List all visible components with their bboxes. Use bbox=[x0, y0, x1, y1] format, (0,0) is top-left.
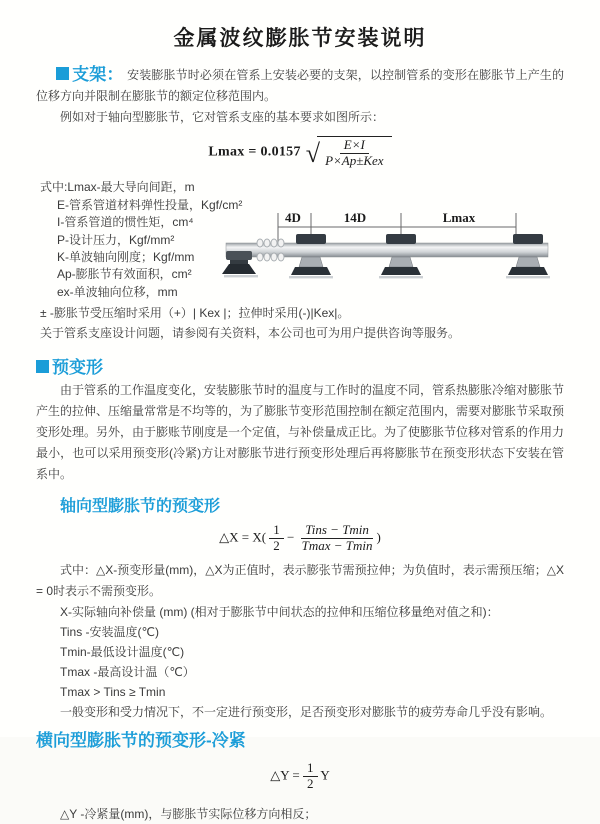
lmax-formula-radicand bbox=[317, 136, 392, 169]
axial-formula-close-paren: ) bbox=[376, 529, 381, 545]
definition-row: 式中:Lmax-最大导向间距，m bbox=[40, 180, 195, 195]
section-bullet-icon bbox=[36, 360, 49, 373]
axial-formula-half-fraction: $\frac{1}{2}$ bbox=[269, 523, 284, 554]
lateral-formula-half-fraction: $\frac{1}{2}$ bbox=[303, 761, 318, 792]
lateral-coldspring-formula bbox=[36, 761, 564, 792]
support-example-text: 例如对于轴向型膨胀节，它对管系支座的基本要求如图所示： bbox=[60, 110, 385, 124]
axial-item: Tmax > Tins ≥ Tmin bbox=[60, 685, 166, 700]
lmax-formula-numerator: E×I bbox=[340, 138, 369, 154]
definition-row: I-管系管道的惯性矩，cm⁴ bbox=[57, 215, 194, 230]
definition-row: K-单波轴向刚度；Kgf/mm bbox=[57, 250, 195, 265]
lateral-subsection-heading: 横向型膨胀节的预变形-冷紧 bbox=[36, 731, 246, 751]
section-bullet-icon bbox=[56, 67, 69, 80]
definition-row: ex-单波轴向位移，mm bbox=[57, 284, 178, 299]
preform-paragraph: 由于管系的工作温度变化，安装膨胀节时的温度与工作时的温度不同，管系热膨胀冷缩对膨胀节产生的拉伸、压缩量常常是不均等的，为了膨胀节变形范围控制在额定范围内，需要对膨胀节采取预变形处理。另外，由于膨账节刚度是一个定值，与补偿量成正比。为了使膨胀节位移对管系的作用力最小，也可以采用预变形(冷紧)方让对膨胀节进行预变形处理后再将膨胀节在预变形状态下安装在管系中。 bbox=[36, 383, 565, 482]
support-intro-paragraph bbox=[36, 64, 564, 107]
lmax-formula bbox=[36, 136, 564, 169]
axial-item: Tins -安装温度(℃) bbox=[60, 625, 160, 640]
support-section-heading: 支架： bbox=[72, 65, 124, 84]
definition-row: ± -膨胀节受压缩时采用（+）| Kex |；拉伸时采用(-)|Kex|。 bbox=[40, 306, 350, 321]
axial-item: X-实际轴向补偿量 (mm) (相对于膨胀节中间状态的拉伸和压缩位移量绝对值之和)： bbox=[60, 605, 499, 620]
definition-row: P-设计压力，Kgf/mm² bbox=[57, 232, 175, 247]
axial-formula-explanation: 式中：△X-预变形量(mm)，△X为正值时，表示膨张节需预拉伸；为负值时，表示需预压缩；△X = 0时表示不需预变形。 bbox=[36, 563, 564, 599]
lmax-formula-lhs: Lmax = 0.0157 bbox=[208, 144, 301, 160]
axial-item: Tmax -最高设计温（℃） bbox=[60, 665, 195, 680]
formula-definitions-block bbox=[36, 179, 564, 343]
dimension-label-4d: 4D bbox=[285, 210, 301, 226]
page-title: 金属波纹膨胀节安装说明 bbox=[173, 27, 427, 50]
preform-heading-label: 预变形 bbox=[52, 358, 103, 378]
lateral-formula-rhs: Y bbox=[320, 767, 330, 783]
support-consult-note: 关于管系支座设计问题，请参阅有关资料，本公司也可为用户提供咨询等服务。 bbox=[40, 326, 461, 341]
axial-item: Tmin-最低设计温度(℃) bbox=[60, 645, 185, 660]
dimension-label-lmax: Lmax bbox=[442, 210, 476, 226]
minus-sign: − bbox=[287, 529, 295, 545]
lateral-note: △Y -冷紧量(mm)，与膨胀节实际位移方向相反； bbox=[60, 807, 317, 822]
dimension-label-14d: 14D bbox=[343, 210, 367, 226]
axial-formula-lhs: △X = X( bbox=[219, 529, 267, 545]
definition-row: Ap-膨胀节有效面积，cm² bbox=[57, 267, 192, 282]
preform-section-heading bbox=[36, 353, 564, 378]
axial-formula-temp-fraction: $\frac{\text{Tins − Tmin}}{Tmax - Tmin}$ bbox=[301, 522, 373, 554]
pipe-support-diagram bbox=[226, 205, 578, 297]
support-intro-text: 安装膨胀节时必须在管系上安装必要的支架，以控制管系的变形在膨胀节上产生的位移方向并限制在膨胀节的额定位移范围内。 bbox=[36, 68, 565, 103]
axial-note: 一般变形和受力情况下，不一定进行预变形，足否预变形对膨胀节的疲劳寿命几乎没有影响。 bbox=[60, 705, 553, 720]
definition-row: E-管系管道材料弹性投量，Kgf/cm² bbox=[57, 197, 243, 212]
lmax-formula-denominator: P×Ap±Kex bbox=[325, 152, 384, 168]
sqrt-radical-icon: √ bbox=[305, 139, 321, 169]
axial-subsection-heading: 轴向型膨胀节的预变形 bbox=[60, 498, 221, 516]
axial-preform-formula bbox=[36, 523, 564, 554]
lateral-formula-lhs: △Y = bbox=[270, 767, 300, 783]
